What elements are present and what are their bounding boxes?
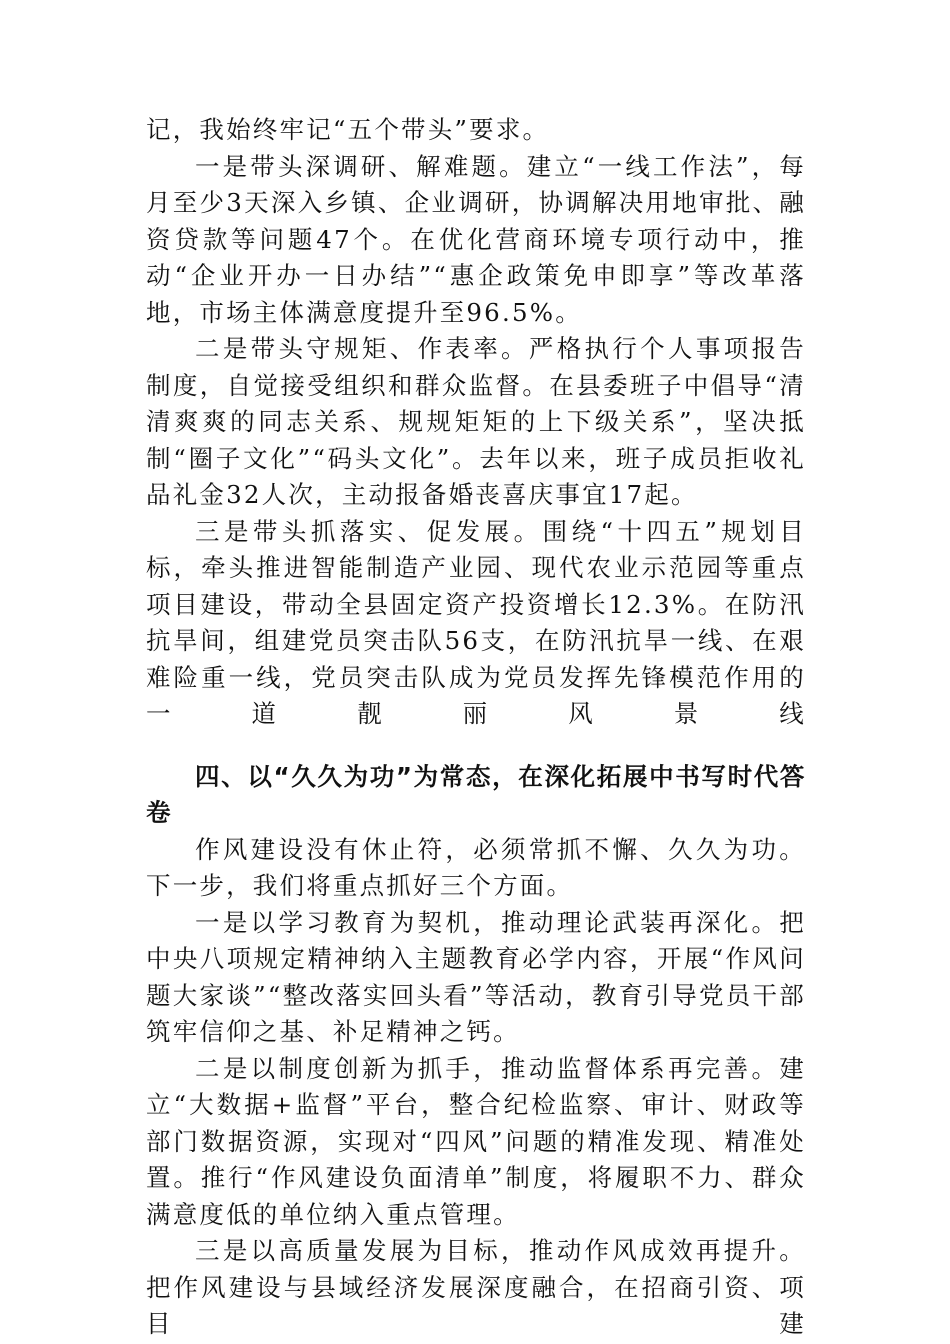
paragraph-step-development: 三是以高质量发展为目标，推动作风成效再提升。把作风建设与县域经济发展深度融合，在招商引资、项目建 [146,1236,806,1338]
paragraph-lead-implementation: 三是带头抓落实、促发展。围绕“十四五”规划目标，牵头推进智能制造产业园、现代农业示范园等重点项目建设，带动全县固定资产投资增长12.3%。在防汛抗旱间，组建党员突击队56支，在防汛抗旱一线、在艰难险重一线，党员突击队成为党员发挥先锋模范作用的一道靓丽风景线 [146,516,806,728]
section-heading: 四、以“久久为功”为常态，在深化拓展中书写时代答卷 [146,761,806,827]
paragraph-step-supervision: 二是以制度创新为抓手，推动监督体系再完善。建立“大数据+监督”平台，整合纪检监察、审计、财政等部门数据资源，实现对“四风”问题的精准发现、精准处置。推行“作风建设负面清单”制度，将履职不力、群众满意度低的单位纳入重点管理。 [146,1053,806,1229]
paragraph-continuation: 记，我始终牢记“五个带头”要求。 [146,115,550,144]
document-page [146,112,806,1343]
paragraph-lead-investigation: 一是带头深调研、解难题。建立“一线工作法”，每月至少3天深入乡镇、企业调研，协调解决用地审批、融资贷款等问题47个。在优化营商环境专项行动中，推动“企业开办一日办结”“惠企政策免申即享”等改革落地，市场主体满意度提升至96.5%。 [146,151,806,327]
paragraph-intro-next-steps: 作风建设没有休止符，必须常抓不懈、久久为功。下一步，我们将重点抓好三个方面。 [146,834,806,900]
paragraph-lead-rules: 二是带头守规矩、作表率。严格执行个人事项报告制度，自觉接受组织和群众监督。在县委班子中倡导“清清爽爽的同志关系、规规矩矩的上下级关系”，坚决抵制“圈子文化”“码头文化”。去年以来，班子成员拒收礼品礼金32人次，主动报备婚丧喜庆事宜17起。 [146,334,806,509]
paragraph-step-study: 一是以学习教育为契机，推动理论武装再深化。把中央八项规定精神纳入主题教育必学内容，开展“作风问题大家谈”“整改落实回头看”等活动，教育引导党员干部筑牢信仰之基、补足精神之钙。 [146,907,806,1046]
